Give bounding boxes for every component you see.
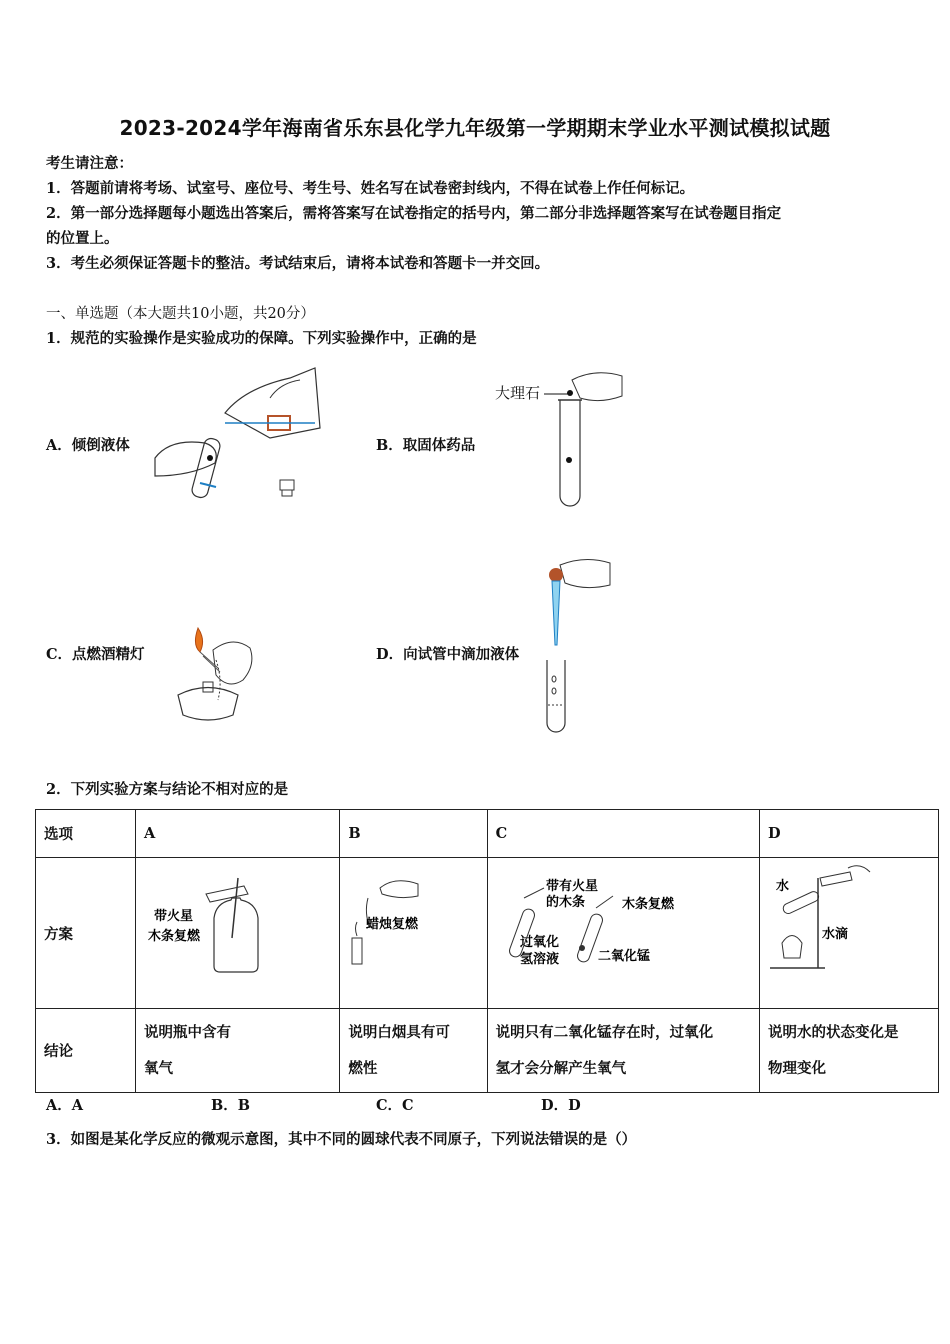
conclusion-a xyxy=(136,1009,340,1093)
conclusion-b xyxy=(340,1009,487,1093)
plan-d-cell xyxy=(760,858,939,1009)
table-header-cell: C xyxy=(487,810,759,858)
q1-option-b: B．取固体药品 xyxy=(376,437,476,454)
conclusion-b-line-2: 燃性 xyxy=(348,1059,378,1077)
q3-stem: 3．如图是某化学反应的微观示意图，其中不同的圆球代表不同原子，下列说法错误的是（） xyxy=(46,1131,637,1148)
q2-answer-a: A．A xyxy=(46,1097,84,1114)
plan-c-illustration xyxy=(488,858,744,1004)
conclusion-c xyxy=(487,1009,759,1093)
q2-answer-b: B．B xyxy=(211,1097,251,1114)
q1-option-c: C．点燃酒精灯 xyxy=(46,646,145,663)
table-header-cell: B xyxy=(340,810,487,858)
q1-option-a: A．倾倒液体 xyxy=(46,437,130,454)
row-label-conclusion: 结论 xyxy=(36,1009,136,1093)
q2-answer-d: D．D xyxy=(541,1097,581,1114)
dropper-illustration xyxy=(540,555,615,735)
conclusion-a-line-1: 说明瓶中含有 xyxy=(144,1023,231,1041)
plan-b-label: 蜡烛复燃 xyxy=(366,917,419,932)
plan-a-label-2: 木条复燃 xyxy=(148,929,201,944)
q2-answer-c: C．C xyxy=(376,1097,414,1114)
plan-c-label-4: 过氧化 xyxy=(519,935,559,950)
notice-item-2-cont: 的位置上。 xyxy=(46,230,119,247)
plan-c-label-1: 带有火星 xyxy=(545,879,598,894)
plan-d-label-1: 水 xyxy=(776,879,790,894)
plan-a-illustration xyxy=(136,858,324,1004)
plan-a-cell xyxy=(136,858,340,1009)
conclusion-d-line-2: 物理变化 xyxy=(768,1059,826,1077)
pouring-liquid-illustration xyxy=(150,358,330,508)
q2-stem: 2．下列实验方案与结论不相对应的是 xyxy=(46,781,289,798)
conclusion-c-line-1: 说明只有二氧化锰存在时，过氧化 xyxy=(495,1023,714,1041)
plan-c-label-3: 木条复燃 xyxy=(621,897,674,912)
page-title: 2023-2024学年海南省乐东县化学九年级第一学期期末学业水平测试模拟试题 xyxy=(119,116,831,140)
plan-b-cell xyxy=(340,858,487,1009)
conclusion-c-line-2: 氢才会分解产生氧气 xyxy=(495,1059,627,1077)
plan-d-illustration xyxy=(760,858,938,1004)
row-label-plan: 方案 xyxy=(36,858,136,1009)
alcohol-lamp-illustration xyxy=(158,620,258,730)
q1-stem: 1．规范的实验操作是实验成功的保障。下列实验操作中，正确的是 xyxy=(46,330,477,347)
table-header-cell: A xyxy=(136,810,340,858)
plan-d-label-2: 水滴 xyxy=(822,927,849,942)
plan-c-label-6: 二氧化锰 xyxy=(597,949,650,964)
notice-item-3: 3．考生必须保证答题卡的整洁。考试结束后，请将本试卷和答题卡一并交回。 xyxy=(46,255,550,272)
conclusion-b-line-1: 说明白烟具有可 xyxy=(348,1023,450,1041)
table-header-cell: D xyxy=(760,810,939,858)
notice-item-2: 2．第一部分选择题每小题选出答案后，需将答案写在试卷指定的括号内，第二部分非选择题答案写在试卷题目指定 xyxy=(46,205,782,222)
notice-item-1: 1．答题前请将考场、试室号、座位号、考生号、姓名写在试卷密封线内，不得在试卷上作任何标记。 xyxy=(46,180,695,197)
plan-a-label-1: 带火星 xyxy=(154,909,194,924)
conclusion-d-line-1: 说明水的状态变化是 xyxy=(768,1023,899,1041)
plan-c-label-5: 氢溶液 xyxy=(519,952,559,967)
notice-heading: 考生请注意： xyxy=(46,155,133,172)
conclusion-d xyxy=(760,1009,939,1093)
table-header-cell: 选项 xyxy=(36,810,136,858)
section-heading: 一、单选题（本大题共10小题，共20分） xyxy=(46,306,315,322)
q1-option-d: D．向试管中滴加液体 xyxy=(376,646,520,663)
conclusion-a-line-2: 氧气 xyxy=(144,1059,173,1077)
marble-label: 大理石 xyxy=(495,384,541,402)
plan-c-cell xyxy=(487,858,759,1009)
plan-b-illustration xyxy=(340,858,471,1004)
plan-c-label-2: 的木条 xyxy=(545,895,585,910)
marble-test-tube-illustration xyxy=(490,368,630,513)
q2-table xyxy=(35,809,939,1093)
